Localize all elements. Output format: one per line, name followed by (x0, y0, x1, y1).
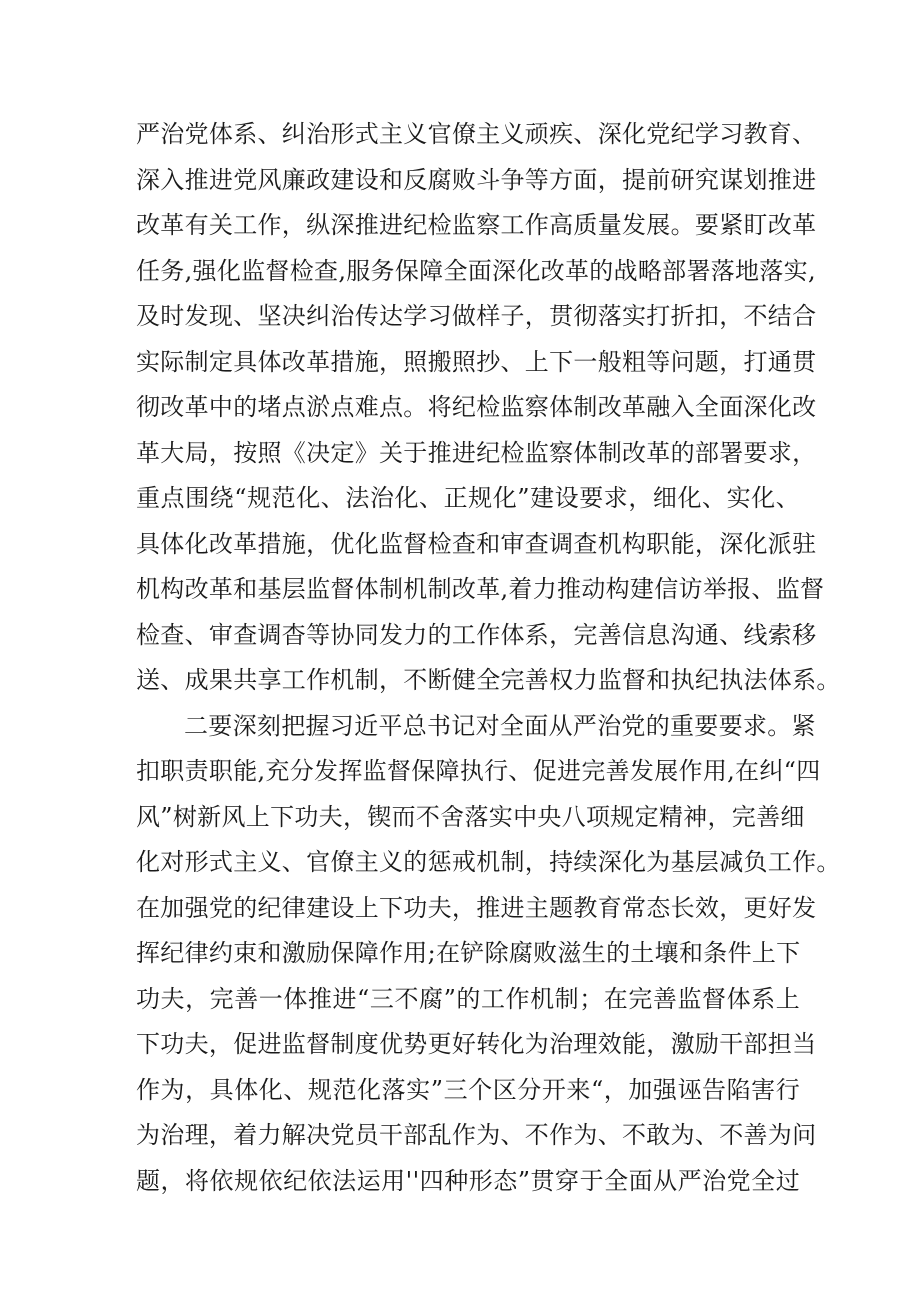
text-line: 重点围绕“规范化、法治化、正规化”建设要求，细化、实化、 (136, 484, 800, 512)
text-line: 为治理，着力解决党员干部乱作为、不作为、不敢为、不善为问 (136, 1121, 817, 1149)
text-line: 在加强党的纪律建设上下功夫，推进主题教育常态长效，更好发 (136, 893, 817, 922)
text-line: 深入推进党风廉政建设和反腐败斗争等方面，提前研究谋划推进 (136, 165, 817, 194)
text-line: 严治党体系、纠治形式主义官僚主义顽疾、深化党纪学习教育、 (136, 120, 817, 148)
text-line: 彻改革中的堵点淤点难点。将纪检监察体制改革融入全面深化改 (136, 393, 817, 421)
text-line: 改革有关工作，纵深推进纪检监察工作高质量发展。要紧盯改革 (136, 211, 817, 239)
text-line: 革大局，按照《决定》关于推进纪检监察体制改革的部署要求， (136, 438, 817, 467)
text-line: 作为，具体化、规范化落实”三个区分开来“，加强诬告陷害行 (136, 1075, 800, 1104)
text-line: 任务,强化监督检查,服务保障全面深化改革的战略部署落地落实, (136, 256, 816, 285)
text-line: 扣职责职能,充分发挥监督保障执行、促进完善发展作用,在纠“四 (136, 757, 821, 785)
text-line: 功夫，完善一体推进“三不腐”的工作机制；在完善监督体系上 (136, 984, 800, 1013)
text-line: 及时发现、坚决纠治传达学习做样子，贯彻落实打折扣，不结合 (136, 302, 817, 330)
text-line: 实际制定具体改革措施，照搬照抄、上下一般粗等问题，打通贯 (136, 347, 817, 376)
text-line: 挥纪律约束和激励保障作用;在铲除腐败滋生的土壤和条件上下 (136, 939, 801, 967)
text-line: 风”树新风上下功夫，锲而不舍落实中央八项规定精神，完善细 (136, 802, 805, 831)
paragraph-start-line: 二要深刻把握习近平总书记对全面从严治党的重要要求。紧 (184, 711, 816, 740)
body-text (136, 112, 841, 1204)
text-line: 送、成果共享工作机制，不断健全完善权力监督和执纪执法体系。 (136, 666, 841, 694)
text-line: 检查、审查调杳等协同发力的工作体系，完善信息沟通、线索移 (136, 620, 817, 649)
text-line: 机构改革和基层监督体制机制改革,着力推动构建信访举报、监督 (136, 575, 825, 603)
text-line: 化对形式主义、官僚主义的惩戒机制，持续深化为基层减负工作。 (136, 848, 841, 876)
text-line: 下功夫，促进监督制度优势更好转化为治理效能，激励干部担当 (136, 1030, 817, 1058)
text-line: 题，将依规依纪依法运用''四种形态”贯穿于全面从严治党全过 (136, 1166, 800, 1195)
text-line: 具体化改革措施，优化监督检查和审查调查机构职能，深化派驻 (136, 529, 817, 558)
